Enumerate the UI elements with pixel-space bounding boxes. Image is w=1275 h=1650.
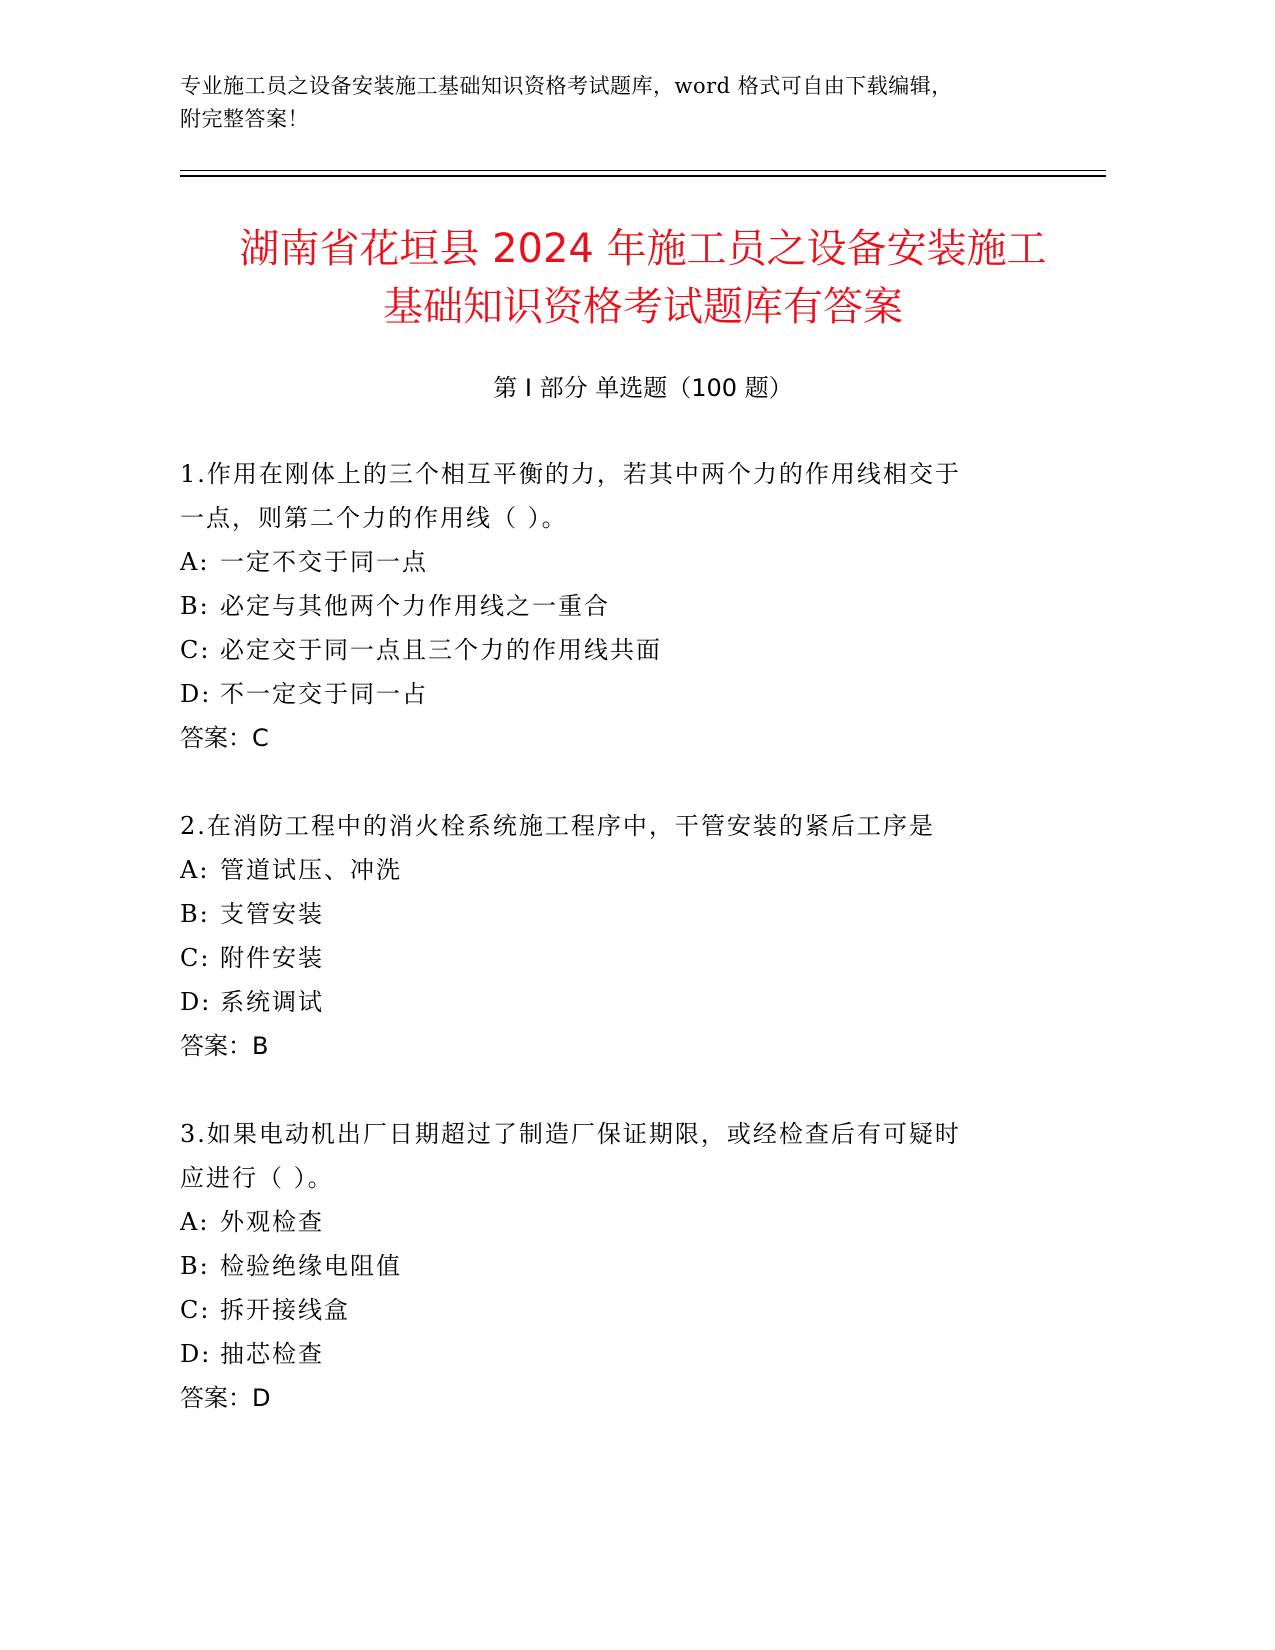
answer-line: 答案：C — [180, 724, 269, 752]
option-text: 拆开接线盒 — [220, 1296, 350, 1324]
option-letter: D: — [180, 680, 212, 708]
option-letter: B: — [180, 900, 210, 928]
option-letter: C: — [180, 636, 211, 664]
option-c — [180, 628, 1040, 672]
question-3 — [180, 1112, 1040, 1420]
option-d — [180, 1332, 1040, 1376]
answer-line: 答案：B — [180, 1032, 269, 1060]
answer-line: 答案：D — [180, 1384, 271, 1412]
option-b — [180, 1244, 1040, 1288]
option-letter: C: — [180, 1296, 211, 1324]
option-letter: C: — [180, 944, 211, 972]
section-heading: 第 I 部分 单选题（100 题） — [493, 374, 793, 402]
option-d — [180, 672, 1040, 716]
option-letter: A: — [180, 1208, 210, 1236]
option-a — [180, 848, 1040, 892]
header-note-line1: 专业施工员之设备安装施工基础知识资格考试题库，word 格式可自由下载编辑， — [180, 74, 953, 98]
option-text: 一定不交于同一点 — [220, 548, 428, 576]
option-b — [180, 584, 1040, 628]
option-c — [180, 1288, 1040, 1332]
option-letter: A: — [180, 548, 210, 576]
question-stem-line: 1.作用在刚体上的三个相互平衡的力，若其中两个力的作用线相交于 — [180, 460, 961, 488]
option-letter: A: — [180, 856, 210, 884]
question-stem-line: 2.在消防工程中的消火栓系统施工程序中，干管安装的紧后工序是 — [180, 812, 935, 840]
option-text: 检验绝缘电阻值 — [220, 1252, 402, 1280]
header-divider-thick — [180, 175, 1106, 177]
document-title-line1: 湖南省花垣县 2024 年施工员之设备安装施工 — [239, 226, 1047, 272]
option-text: 系统调试 — [220, 988, 324, 1016]
option-a — [180, 540, 1040, 584]
option-text: 不一定交于同一占 — [220, 680, 428, 708]
option-text: 必定交于同一点且三个力的作用线共面 — [220, 636, 662, 664]
option-letter: B: — [180, 1252, 210, 1280]
option-letter: B: — [180, 592, 210, 620]
option-text: 附件安装 — [220, 944, 324, 972]
option-text: 必定与其他两个力作用线之一重合 — [220, 592, 610, 620]
header-note-line2: 附完整答案！ — [180, 107, 309, 131]
option-a — [180, 1200, 1040, 1244]
question-stem-line: 3.如果电动机出厂日期超过了制造厂保证期限，或经检查后有可疑时 — [180, 1120, 961, 1148]
question-list — [180, 452, 1040, 1464]
option-text: 外观检查 — [220, 1208, 324, 1236]
option-letter: D: — [180, 1340, 212, 1368]
header-note — [180, 70, 1040, 136]
option-c — [180, 936, 1040, 980]
option-letter: D: — [180, 988, 212, 1016]
option-b — [180, 892, 1040, 936]
question-1 — [180, 452, 1040, 760]
question-stem-line: 应进行（ ）。 — [180, 1164, 334, 1192]
document-title-line2: 基础知识资格考试题库有答案 — [383, 284, 903, 330]
option-text: 管道试压、冲洗 — [220, 856, 402, 884]
option-d — [180, 980, 1040, 1024]
question-2 — [180, 804, 1040, 1068]
option-text: 抽芯检查 — [220, 1340, 324, 1368]
document-title — [180, 220, 1106, 336]
question-stem-line: 一点，则第二个力的作用线（ ）。 — [180, 504, 568, 532]
option-text: 支管安装 — [220, 900, 324, 928]
header-divider-thin — [180, 170, 1106, 171]
